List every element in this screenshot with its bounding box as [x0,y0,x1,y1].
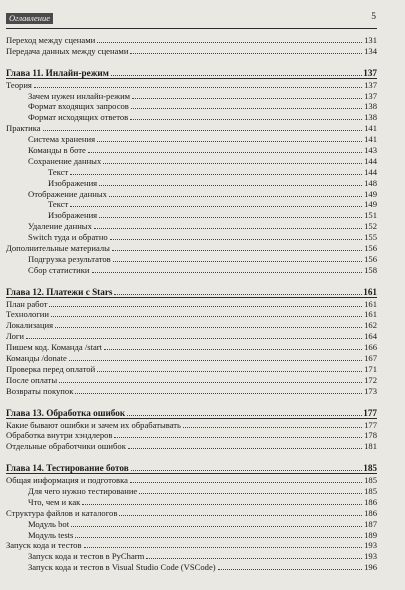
leader-dots [99,177,362,186]
toc-entry-page: 162 [364,320,377,331]
toc-entry-page: 141 [364,134,377,145]
leader-dots [94,220,362,229]
leader-dots [183,419,362,428]
toc-entry-title: Дополнительные материалы [6,243,110,254]
toc-entry [6,209,377,220]
toc-entry [6,485,377,496]
toc-entry-page: 177 [364,419,377,430]
toc-entry [6,264,377,275]
toc-entry-page: 134 [364,45,377,56]
toc-entry [6,419,377,430]
toc-entry-title: Сохранение данных [28,155,102,166]
toc-entry-title: Запуск кода и тестов в Visual Studio Code (VSCode) [28,562,216,573]
toc-entry-page: 166 [364,342,377,353]
toc-entry-title: Переход между сценами [6,35,96,45]
toc-entry-title: Система хранения [28,134,96,145]
toc-entry-page: 137 [364,79,377,90]
leader-dots [71,518,362,527]
toc-entry [6,518,377,529]
leader-dots [103,155,362,164]
toc-entry-page: 193 [364,540,377,551]
toc-entry [6,133,377,144]
leader-dots [131,100,362,109]
toc-entry-title: Формат исходящих ответов [28,112,129,123]
toc-entry-page: 137 [364,90,377,101]
leader-dots [43,122,362,131]
toc-entry [6,90,377,101]
leader-dots [49,298,362,307]
leader-dots [113,253,362,262]
toc-entry-page: 196 [364,562,377,573]
leader-dots [146,550,362,559]
toc-entry-page: 148 [364,177,377,188]
toc-chapter-entry [6,462,377,474]
toc-entry [6,220,377,231]
toc-entry-page: 185 [364,485,377,496]
toc-entry [6,122,377,133]
toc-entry-title: Запуск кода и тестов в PyCharm [28,551,145,562]
toc-entry-page: 167 [364,353,377,364]
toc-entry-title: Что, чем и как [28,496,81,507]
toc-entry-title: Команды /donate [6,353,67,364]
leader-dots [218,561,362,570]
toc-entry [6,352,377,363]
toc-entry-page: 193 [364,551,377,562]
toc-entry [6,188,377,199]
leader-dots [97,34,362,43]
toc-entry-page: 161 [364,309,377,320]
toc-entry-title: Изображения [48,177,98,188]
leader-dots [130,45,362,54]
toc-entry-title: Глава 12. Платежи с Stars [6,286,113,297]
leader-dots [131,462,362,471]
toc-entry-title: Обработка внутри хэндлеров [6,430,113,441]
toc-entry-page: 189 [364,529,377,540]
toc-entry [6,100,377,111]
header-title: Оглавление [6,13,53,24]
toc-entry-title: Текст [48,199,69,210]
toc-entry-page: 173 [364,385,377,396]
toc-entry [6,319,377,330]
toc-entry-title: После оплаты [6,374,58,385]
leader-dots [127,407,362,416]
toc-entry-page: 181 [364,441,377,452]
toc-entry-page: 143 [364,145,377,156]
leader-dots [70,166,362,175]
toc-entry-title: Модуль bot [28,518,70,529]
toc-entry-title: Зачем нужен инлайн-режим [28,90,131,101]
toc-entry [6,298,377,309]
toc-entry-title: Пишем код. Команда /start [6,342,103,353]
toc-entry-page: 137 [363,67,377,78]
leader-dots [51,308,362,317]
leader-dots [84,539,362,548]
section-gap [6,396,377,407]
toc-entry-page: 138 [364,101,377,112]
toc-entry [6,341,377,352]
toc-entry-title: Глава 13. Обработка ошибок [6,407,126,418]
toc-entry-title: Для чего нужно тестирование [28,485,138,496]
toc-entry-title: Отдельные обработчики ошибок [6,441,126,452]
toc-entry [6,374,377,385]
toc-entry-page: 185 [363,463,377,474]
toc-entry-page: 172 [364,374,377,385]
toc-entry-page: 149 [364,188,377,199]
toc-entry-title: Модуль tests [28,529,74,540]
toc-entry [6,561,377,572]
leader-dots [97,363,362,372]
toc-entry [6,440,377,451]
toc-entry-title: Общая информация и подготовка [6,475,128,486]
toc-entry-page: 164 [364,331,377,342]
toc-entry [6,231,377,242]
toc-entry [6,385,377,396]
toc-entry-page: 161 [364,298,377,309]
toc-entry-page: 151 [364,210,377,221]
toc-entry-title: Запуск кода и тестов [6,540,82,551]
toc-entry-page: 152 [364,221,377,232]
toc-entry-page: 186 [364,507,377,518]
leader-dots [92,264,362,273]
leader-dots [119,507,362,516]
leader-dots [69,352,362,361]
toc-entry [6,496,377,507]
toc-entry-page: 156 [364,243,377,254]
toc-chapter-entry [6,286,377,298]
toc-entry [6,539,377,550]
toc-entry-page: 144 [364,166,377,177]
table-of-contents [6,34,377,572]
toc-entry [6,79,377,90]
toc-entry-page: 178 [364,430,377,441]
toc-entry-page: 156 [364,253,377,264]
toc-entry-page: 187 [364,518,377,529]
toc-entry [6,144,377,155]
toc-entry-title: Проверка перед оплатой [6,363,96,374]
leader-dots [109,188,362,197]
leader-dots [130,111,362,120]
leader-dots [55,319,362,328]
toc-entry-title: Передача данных между сценами [6,45,129,56]
leader-dots [34,79,362,88]
toc-entry-title: Практика [6,123,41,134]
toc-entry [6,198,377,209]
toc-entry-page: 131 [364,35,377,45]
leader-dots [130,474,362,483]
leader-dots [112,242,362,251]
toc-chapter-entry [6,407,377,419]
toc-entry-title: Изображения [48,210,98,221]
toc-entry-title: Структура файлов и каталогов [6,507,118,518]
toc-entry [6,363,377,374]
toc-entry-page: 185 [364,475,377,486]
toc-entry-title: Switch туда и обратно [28,232,108,243]
toc-entry-page: 144 [364,155,377,166]
toc-entry-title: Локализация [6,320,54,331]
leader-dots [59,374,362,383]
leader-dots [114,286,362,295]
toc-entry-title: Удаление данных [28,221,92,232]
toc-entry [6,507,377,518]
toc-entry-title: Отображение данных [28,188,107,199]
toc-entry-page: 171 [364,363,377,374]
leader-dots [75,385,362,394]
toc-entry [6,242,377,253]
toc-entry-title: Теория [6,79,32,90]
section-gap [6,56,377,67]
toc-entry [6,474,377,485]
toc-entry-page: 141 [364,123,377,134]
toc-entry [6,45,377,56]
header-page-number: 5 [371,12,376,22]
leader-dots [26,330,362,339]
toc-entry-title: Логи [6,331,25,342]
leader-dots [132,90,362,99]
toc-entry [6,253,377,264]
toc-entry-title: Сбор статистики [28,264,90,275]
toc-entry [6,166,377,177]
toc-entry [6,330,377,341]
toc-entry [6,550,377,561]
toc-entry [6,429,377,440]
toc-entry-page: 186 [364,496,377,507]
toc-entry-title: Глава 11. Инлайн-режим [6,67,109,78]
toc-entry-title: Команды в боте [28,145,86,156]
toc-chapter-entry [6,67,377,79]
toc-entry-title: Подгрузка результатов [28,253,111,264]
toc-entry [6,155,377,166]
section-gap [6,451,377,462]
toc-entry-page: 177 [363,407,377,418]
running-header [6,12,377,29]
leader-dots [104,341,362,350]
toc-entry-page: 149 [364,199,377,210]
leader-dots [70,198,362,207]
toc-entry [6,308,377,319]
toc-entry-title: Возвраты покупок [6,385,74,396]
leader-dots [111,67,362,76]
toc-entry [6,111,377,122]
leader-dots [99,209,362,218]
toc-entry [6,529,377,540]
toc-entry [6,34,377,45]
toc-entry-title: Формат входящих запросов [28,101,129,112]
leader-dots [82,496,362,505]
toc-entry-title: Глава 14. Тестирование ботов [6,463,129,474]
toc-entry-page: 138 [364,112,377,123]
toc-entry-title: Какие бывают ошибки и зачем их обрабатывать [6,419,181,430]
toc-entry-title: Текст [48,166,69,177]
leader-dots [114,429,362,438]
leader-dots [75,529,362,538]
toc-entry-title: План работ [6,298,48,309]
toc-entry-page: 158 [364,264,377,275]
leader-dots [88,144,362,153]
leader-dots [97,133,362,142]
toc-entry [6,177,377,188]
section-gap [6,275,377,286]
toc-entry-page: 155 [364,232,377,243]
leader-dots [139,485,362,494]
toc-entry-title: Технологии [6,309,50,320]
leader-dots [110,231,362,240]
leader-dots [128,440,362,449]
toc-entry-page: 161 [363,286,377,297]
